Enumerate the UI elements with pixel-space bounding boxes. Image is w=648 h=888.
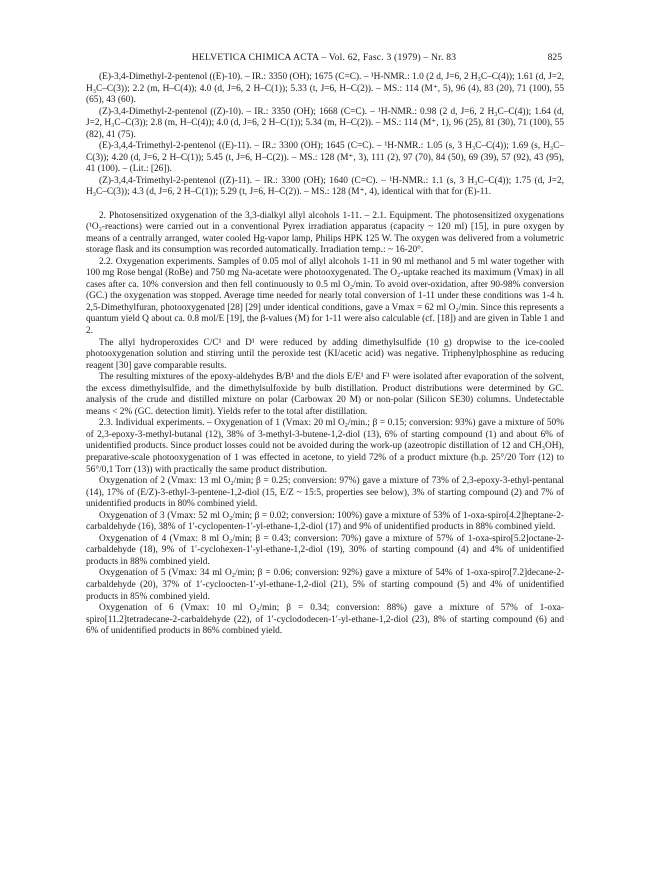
section-2-2-oxygenation-experiments: 2.2. Oxygenation experiments. Samples of 0.05 mol of allyl alcohols 1-11 in 90 ml methanol and 5 ml water together with 100 mg Rose bengal (RoBe) and 750 mg Na-acetate were photooxygenated. The O₂-uptake reached its maximum (Vmax) in all cases after ca. 10% conversion and then fell continuously to 0.5 ml O₂/min. To avoid over-oxidation, after 90-98% conversion (GC.) the oxygenation was stopped. Average time needed for nearly total conversion of 1-11 under these conditions was 1-4 h. 2,5-Dimethylfuran, photooxygenated [28] [29] under identical conditions, gave a Vmax = 62 ml O₂/min. Since this represents a quantum yield Q about ca. 0.8 mol/E [19], the β-values (M) for 1-11 were also calculable (cf. [18]) and are given in Table 1 and 2.: [86, 256, 564, 336]
product-isolation-paragraph: The resulting mixtures of the epoxy-aldehydes B/B¹ and the diols E/E¹ and F¹ were isolated after evaporation of the solvent, the excess dimethylsulfide, and the dimethylsulfoxide by bulb distillation. Product distributions were determined by GC. analysis of the crude and distilled mixture on polar (Carbowax 20 M) or non-polar (Silicon SE30) columns. Undetectable means < 2% (GC. detection limit). Yields refer to the total after distillation.: [86, 372, 564, 417]
compound-data-z-10: (Z)-3,4-Dimethyl-2-pentenol ((Z)-10). – IR.: 3350 (OH); 1668 (C=C). – ¹H-NMR.: 0.98 (2 d, J=6, 2 H₃C–C(4)); 1.64 (d, J=2, H₃C–C(3)); 2.8 (m, H–C(4)); 4.0 (d, J=6, 2 H–C(1)); 5.34 (m, H–C(2)). – MS.: 114 (M⁺, 1), 96 (25), 81 (30), 71 (100), 55 (82), 41 (75).: [86, 106, 564, 140]
running-header: [0, 52, 648, 66]
journal-title: HELVETICA CHIMICA ACTA – Vol. 62, Fasc. 3 (1979) – Nr. 83: [191, 52, 457, 63]
page-body: [86, 72, 564, 638]
compound-data-e-11: (E)-3,4,4-Trimethyl-2-pentenol ((E)-11). – IR.: 3300 (OH); 1645 (C=C). – ¹H-NMR.: 1.05 (s, 3 H₃C–C(4)); 1.69 (s, H₃C–C(3)); 4.20 (d, J=6, 2 H–C(1)); 5.45 (t, J=6, H–C(2)). – MS.: 128 (M⁺, 3), 111 (2), 97 (70), 84 (50), 69 (39), 57 (92), 43 (95), 41 (100). – (Lit.: [26]).: [86, 141, 564, 175]
section-2-3-individual-experiments: 2.3. Individual experiments. – Oxygenation of 1 (Vmax: 20 ml O₂/min.; β = 0.15; conversion: 93%) gave a mixture of 50% of 2,3-epoxy-3-methyl-butanal (12), 38% of 3-methyl-3-butene-1,2-diol (13), 6% of starting compound (1) and about 6% of unidentified products. Since product losses could not be avoided during the work-up (azeotropic distillation of 12 and CH₃OH), preparative-scale photooxygenation of 1 was effected in acetone, to yield 72% of a product mixture (b.p. 25°/20 Torr (12) to 56°/0,1 Torr (13)) with practically the same product distribution.: [86, 418, 564, 475]
oxygenation-of-6: Oxygenation of 6 (Vmax: 10 ml O₂/min; β = 0.34; conversion: 88%) gave a mixture of 57% of 1-oxa-spiro[11.2]tetradecane-2-carbaldehyde (22), of 1′-cyclododecen-1′-yl-ethane-1,2-diol (23), 8% of starting compound (6) and 6% of unidentified products in 86% combined yield.: [86, 603, 564, 637]
oxygenation-of-2: Oxygenation of 2 (Vmax: 13 ml O₂/min; β = 0.25; conversion: 97%) gave a mixture of 73% of 2,3-epoxy-3-ethyl-pentanal (14), 17% of (E/Z)-3-ethyl-3-pentene-1,2-diol (15, E/Z ~ 15:5, properties see below), 3% of starting compound (2) and 7% of unidentified products in 80% combined yield.: [86, 476, 564, 510]
compound-data-z-11: (Z)-3,4,4-Trimethyl-2-pentenol ((Z)-11). – IR.: 3300 (OH); 1640 (C=C). – ¹H-NMR.: 1.1 (s, 3 H₃C–C(4)); 1.75 (d, J=2, H₃C–C(3)); 4.3 (d, J=6, 2 H–C(1)); 5.29 (t, J=6, H–C(2)). – MS.: 128 (M⁺, 4), identical with that for (E)-11.: [86, 175, 564, 198]
reduction-paragraph: The allyl hydroperoxides C/C¹ and D¹ were reduced by adding dimethylsulfide (10 g) dropwise to the ice-cooled photooxygenation solution and stirring until the peroxide test (KI/acetic acid) was negative. Triphenylphosphine as reducing reagent [30] gave comparable results.: [86, 337, 564, 371]
section-2-equipment: 2. Photosensitized oxygenation of the 3,3-dialkyl allyl alcohols 1-11. – 2.1. Equipment. The photosensitized oxygenations (¹O₂-reactions) were carried out in a conventional Pyrex irradiation apparatus (capacity ~ 120 ml) [15], in pure oxygen by means of a centrally arranged, water cooled Hg-vapor lamp, Philips HPK 125 W. The oxygen was delivered from a volumetric storage flask and its consumption was recorded automatically. Irradiation temp.: ~ 16-20°.: [86, 210, 564, 256]
oxygenation-of-4: Oxygenation of 4 (Vmax: 8 ml O₂/min; β = 0.43; conversion: 70%) gave a mixture of 57% of 1-oxa-spiro[5.2]octane-2-carbaldehyde (18), 9% of 1′-cyclohexen-1′-yl-ethane-1,2-diol (19), 30% of starting compound (4) and 4% of unidentified products in 88% combined yield.: [86, 533, 564, 567]
page-number: 825: [547, 52, 562, 63]
oxygenation-of-3: Oxygenation of 3 (Vmax: 52 ml O₂/min; β = 0.02; conversion: 100%) gave a mixture of 53% of 1-oxa-spiro[4.2]heptane-2-carbaldehyde (16), 38% of 1′-cyclopenten-1′-yl-ethane-1,2-diol (17) and 9% of unidentified products in 88% combined yield.: [86, 510, 564, 533]
compound-data-e-10: (E)-3,4-Dimethyl-2-pentenol ((E)-10). – IR.: 3350 (OH); 1675 (C=C). – ¹H-NMR.: 1.0 (2 d, J=6, 2 H₃C–C(4)); 1.61 (d, J=2, H₃C–C(3)); 2.2 (m, H–C(4)); 4.0 (d, J=6, 2 H–C(1)); 5.33 (t, J=6, H–C(2)). – MS.: 114 (M⁺, 5), 96 (4), 83 (20), 71 (100), 55 (65), 43 (60).: [86, 72, 564, 106]
oxygenation-of-5: Oxygenation of 5 (Vmax: 34 ml O₂/min; β = 0.06; conversion: 92%) gave a mixture of 54% of 1-oxa-spiro[7.2]decane-2-carbaldehyde (20), 37% of 1′-cycloocten-1′-yl-ethane-1,2-diol (21), 5% of starting compound (5) and 4% of unidentified products in 85% combined yield.: [86, 568, 564, 602]
